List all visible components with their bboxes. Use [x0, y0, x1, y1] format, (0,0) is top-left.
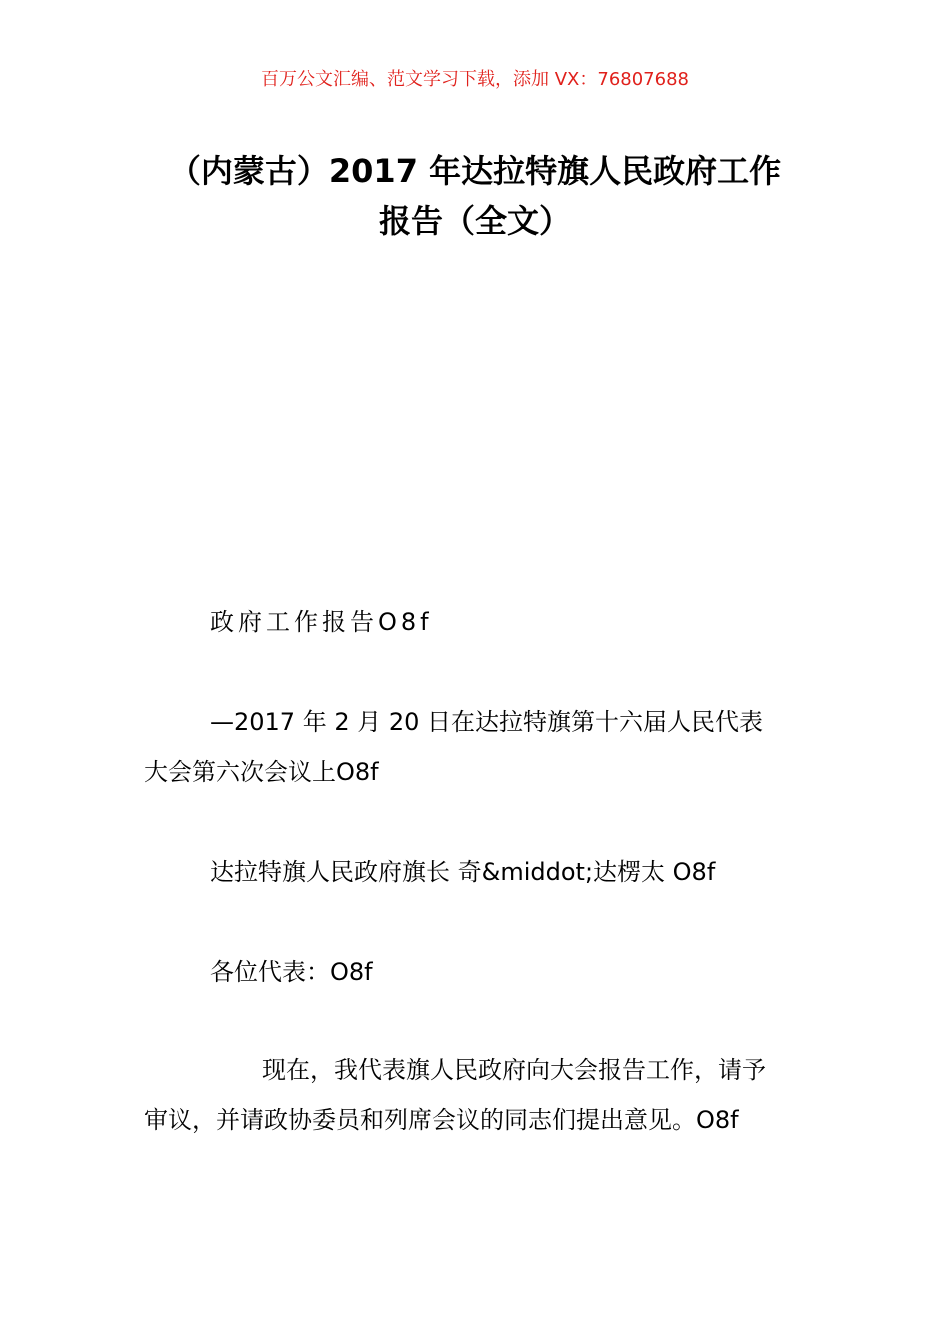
report-subtitle-line-2: 大会第六次会议上O8f [144, 758, 379, 786]
body-paragraph-line-1: 现在，我代表旗人民政府向大会报告工作，请予 [262, 1056, 766, 1084]
report-subtitle-line-1: —2017 年 2 月 20 日在达拉特旗第十六届人民代表 [210, 708, 764, 736]
speaker-line: 达拉特旗人民政府旗长 奇&middot;达楞太 O8f [210, 858, 716, 886]
title-line-2: 报告（全文） [378, 202, 571, 240]
watermark-text: 百万公文汇编、范文学习下载，添加 VX：76807688 [261, 69, 689, 90]
salutation: 各位代表：O8f [210, 958, 373, 986]
title-line-1: （内蒙古）2017 年达拉特旗人民政府工作 [168, 152, 782, 190]
body-paragraph-line-2: 审议，并请政协委员和列席会议的同志们提出意见。O8f [144, 1106, 739, 1134]
report-heading: 政府工作报告O8f [210, 608, 433, 636]
document-title [120, 146, 830, 246]
